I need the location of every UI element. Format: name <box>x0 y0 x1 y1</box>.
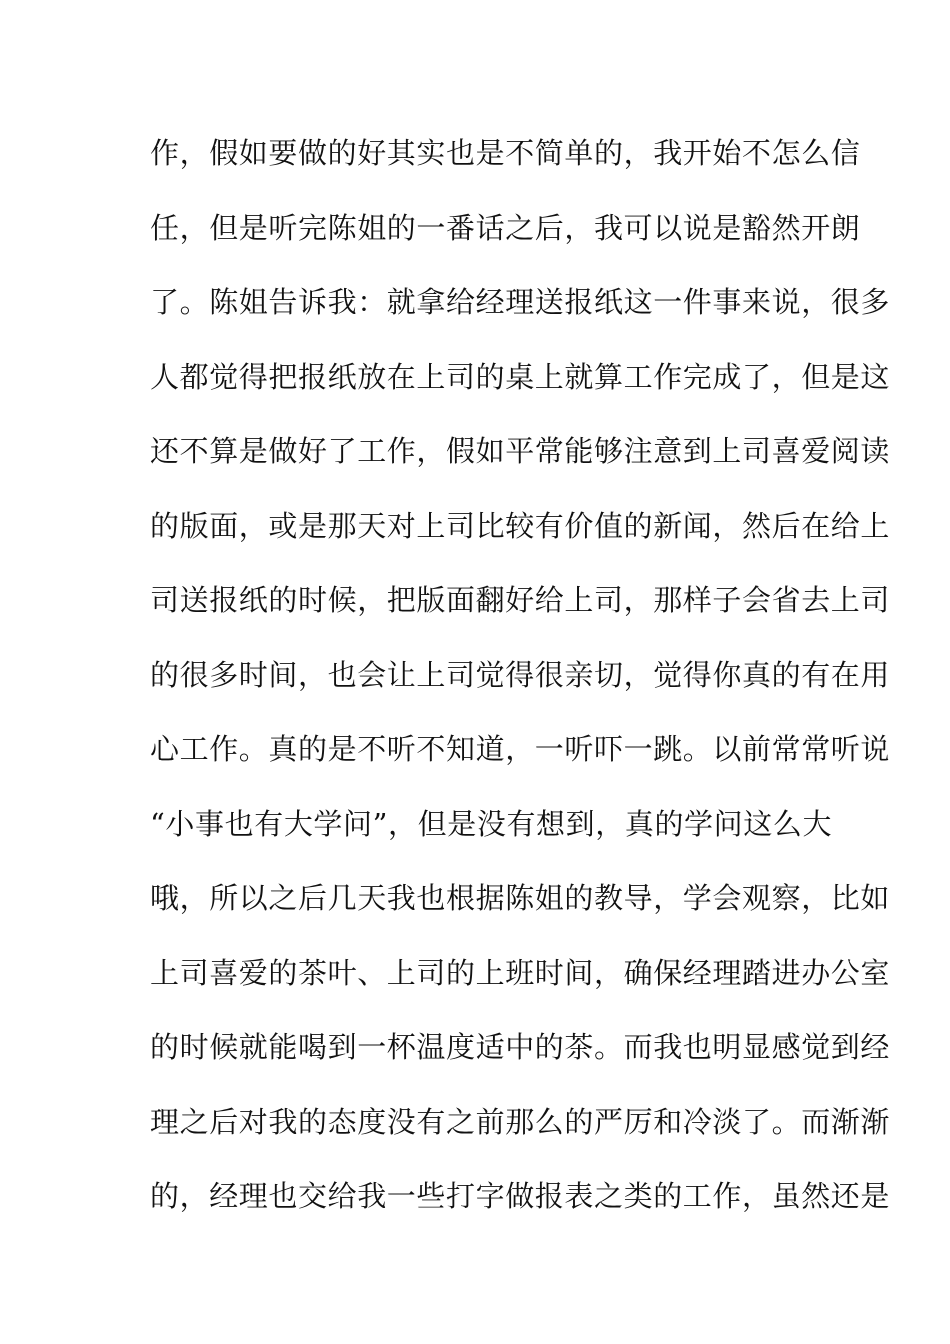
text-line: 的时候就能喝到一杯温度适中的茶。而我也明显感觉到经 <box>150 1030 891 1064</box>
text-line: 司送报纸的时候，把版面翻好给上司，那样子会省去上司 <box>150 583 891 617</box>
text-line: 哦，所以之后几天我也根据陈姐的教导，学会观察，比如 <box>150 881 891 915</box>
text-line: 的，经理也交给我一些打字做报表之类的工作，虽然还是 <box>150 1179 891 1213</box>
text-line: 作，假如要做的好其实也是不简单的，我开始不怎么信 <box>150 136 861 170</box>
text-line: 的很多时间，也会让上司觉得很亲切，觉得你真的有在用 <box>150 657 891 692</box>
text-line: 人都觉得把报纸放在上司的桌上就算工作完成了，但是这 <box>150 359 891 394</box>
text-line: 还不算是做好了工作，假如平常能够注意到上司喜爱阅读 <box>150 434 891 468</box>
text-line: 了。陈姐告诉我：就拿给经理送报纸这一件事来说，很多 <box>150 285 891 319</box>
text-line: 理之后对我的态度没有之前那么的严厉和冷淡了。而渐渐 <box>150 1104 891 1139</box>
text-line: “小事也有大学问”，但是没有想到，真的学问这么大 <box>150 806 833 841</box>
body-text <box>150 128 891 1246</box>
text-line: 上司喜爱的茶叶、上司的上班时间，确保经理踏进办公室 <box>150 955 891 990</box>
text-line: 心工作。真的是不听不知道，一听吓一跳。以前常常听说 <box>150 732 891 766</box>
text-line: 的版面，或是那天对上司比较有价值的新闻，然后在给上 <box>150 508 891 543</box>
text-line: 任，但是听完陈姐的一番话之后，我可以说是豁然开朗 <box>150 210 861 245</box>
